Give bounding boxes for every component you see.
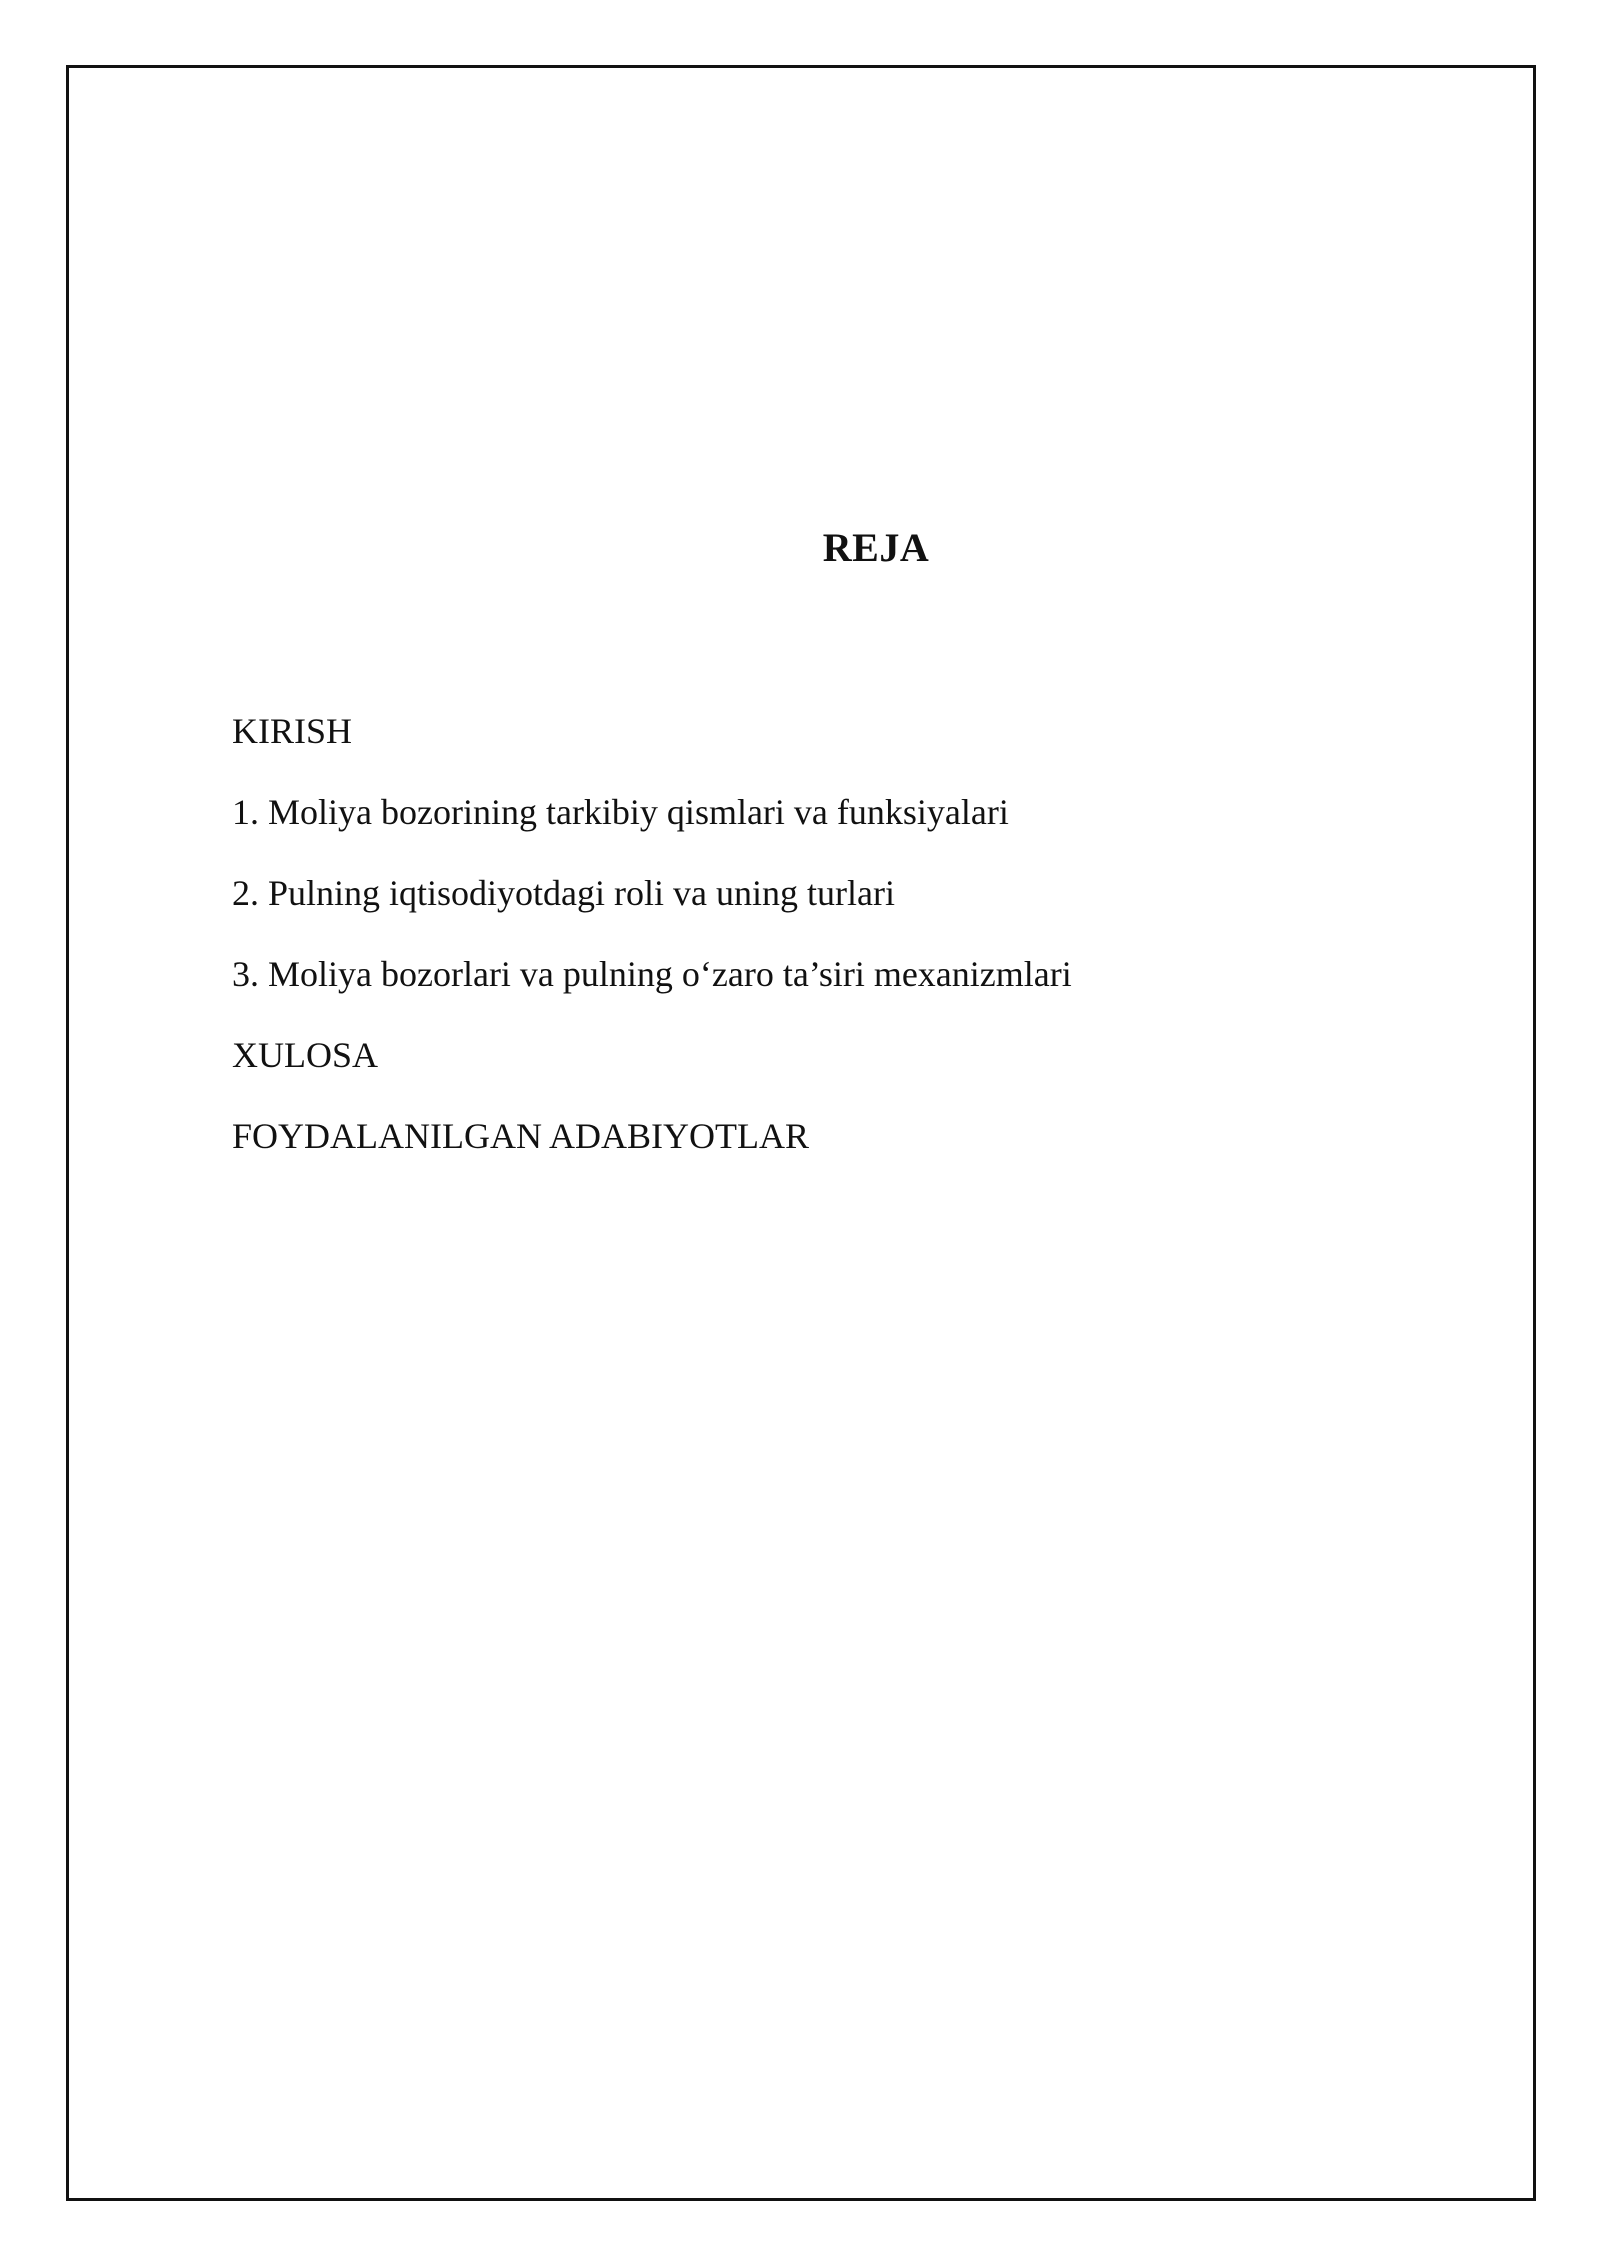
toc-item-introduction: KIRISH <box>232 711 353 751</box>
toc-item-chapter-2: 2. Pulning iqtisodiyotdagi roli va uning turlari <box>232 873 895 913</box>
table-of-contents <box>232 713 1072 1199</box>
page-title: REJA <box>822 525 930 570</box>
toc-item-conclusion: XULOSA <box>232 1035 379 1075</box>
toc-item-chapter-1: 1. Moliya bozorining tarkibiy qismlari va funksiyalari <box>232 792 1009 832</box>
toc-item-references: FOYDALANILGAN ADABIYOTLAR <box>232 1116 809 1156</box>
page-border <box>66 65 1536 2201</box>
toc-item-chapter-3: 3. Moliya bozorlari va pulning o‘zaro ta’siri mexanizmlari <box>232 954 1072 994</box>
